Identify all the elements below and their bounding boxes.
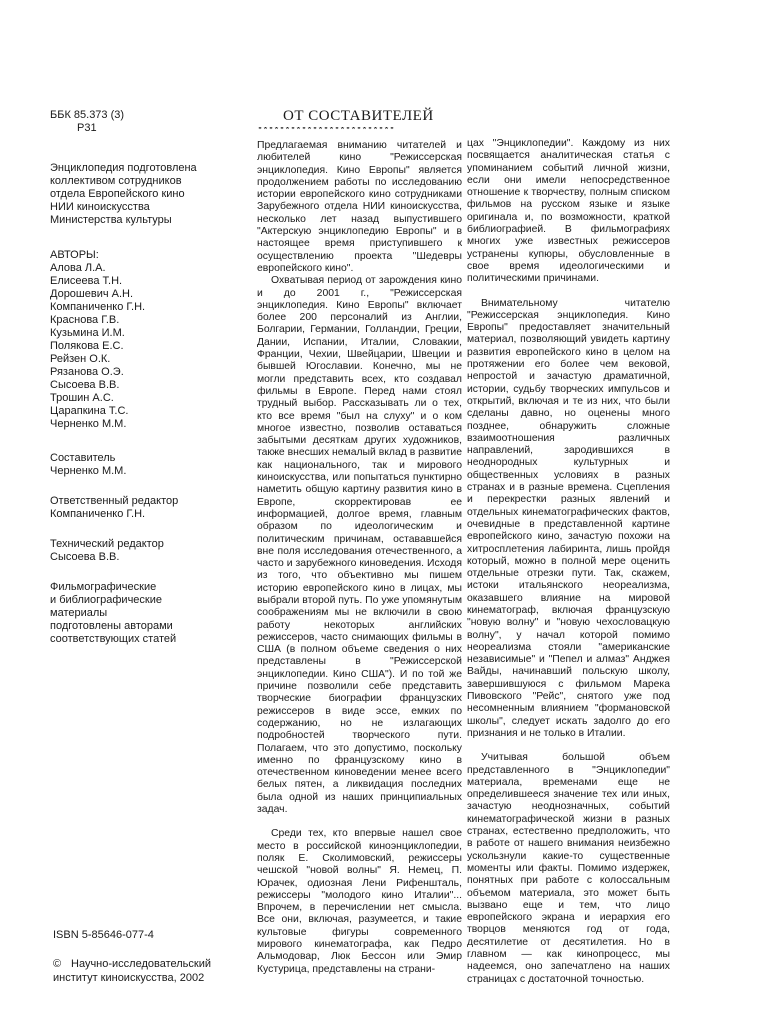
- author-name: Рейзен О.К.: [50, 353, 111, 365]
- filmography-note-line: подготовлены авторами: [50, 620, 173, 632]
- prepared-by: [50, 162, 250, 227]
- tech-editor-credit: [50, 538, 250, 564]
- paragraph: Охватывая период от зарождения кино и до 2001 г., "Режиссерская энциклопедия. Кино Европы" включает более 200 персоналий из Англии, Болгарии, Германии, Голландии, Греции, Дании, Испании, Италии, Словакии, Франции, Чехии, Швейцарии, Швеции и бывшей Югославии. Конечно, мы не могли представить всех, кто создавал фильмы в Европе. Перед нами стоял трудный выбор. Рассказывать ли о тех, кто все время "был на слуху" и о ком многое известно, позволив оставаться забытыми десяткам других художников, также внесших немалый вклад в развитие как национального, так и мирового киноискусства, или попытаться пунктирно наметить общую картину развития кино в Европе, скорректировав ее информацией, долгое время, главным образом по идеологическим и политическим причинам, остававшейся вне поля исследования отечественного, а часто и зарубежного киноведения. Исходя из того, что объективно мы пишем историю европейского кино в лицах, мы выбрали второй путь. По уже упомянутым соображениям мы не включили в свою работу некоторых английских режиссеров, часто снимающих фильмы в США (в полном объеме сведения о них представлены в "Режиссерской энциклопедии. Кино США"). И по той же причине позволили себе представить творческие биографии французских режиссеров в виде эссе, емких по содержанию, но не излагающих подробностей творческого пути. Полагаем, что это допустимо, поскольку именно по французскому кино в отечественном киноведении менее всего белых пятен, а ликвидация последних была одной из наших принципиальных задач.: [257, 275, 462, 816]
- editor-name: Компаниченко Г.Н.: [50, 508, 146, 520]
- author-name: Трошин А.С.: [50, 392, 114, 404]
- prepared-by-line: Энциклопедия подготовлена: [50, 162, 197, 174]
- prepared-by-line: НИИ киноискусства: [50, 201, 150, 213]
- author-name: Дорошевич А.Н.: [50, 288, 134, 300]
- bbk-index: ББК 85.373 (3): [50, 109, 125, 121]
- tech-editor-title: Технический редактор: [50, 538, 164, 550]
- paragraph: Внимательному читателю "Режиссерская энциклопедия. Кино Европы" предоставляет значительный материал, позволяющий увидеть картину развития европейского кино в целом на протяжении его более чем вековой, непростой и зачастую драматичной, истории, судьбу творческих импульсов и открытий, включая и те из них, что были сделаны давно, но оценены много позднее, обнаружить сложные взаимоотношения различных направлений, зародившихся в неоднородных культурных и общественных условиях в разных странах и в разные времена. Сцепления и перекрестки разных явлений и отдельных кинематографических фактов, очевидные в представленной картине европейского кино, зачастую похожи на хитросплетения лабиринта, лишь пройдя который, можно в полной мере оценить отдельные отрезки пути. Так, скажем, истоки итальянского неореализма, оказавшего влияние на мировой кинематограф, включая французскую "новую волну" и "новую чехословацкую волну", у начал которой помимо неореализма стояли "американские независимые" и "Пепел и алмаз" Анджея Вайды, начинавший польскую школу, завершившуюся с фильмом Марека Пивовского "Рейс", снятого уже под несомненным влиянием "формановской школы", следует искать задолго до его признания и не только в Италии.: [467, 297, 670, 739]
- author-name: Черненко М.М.: [50, 418, 127, 430]
- paragraph: Учитывая большой объем представленного в "Энциклопедии" материала, временами еще не определившееся значение тех или иных, зачастую неоднозначных, событий кинематографической жизни в разных странах, естественно предположить, что в работе от нашего внимания неизбежно ускользнули какие-то существенные моменты или факты. Помимо издержек, понятных при работе с колоссальным объемом материала, это может быть вызвано еще и тем, что лицо европейского экрана и иерархия его творцов меняются год от года, десятилетие от десятилетия. Но в главном — как кинопроцесс, мы надеемся, оно запечатлено на наших страницах с достаточной точностью.: [467, 752, 670, 985]
- author-name: Царапкина Т.С.: [50, 405, 129, 417]
- copyright-line: институт киноискусства, 2002: [53, 972, 205, 984]
- page-title: ОТ СОСТАВИТЕЛЕЙ: [283, 108, 434, 124]
- paragraph: Среди тех, кто впервые нашел свое место в российской киноэнциклопедии, поляк Е. Сколимовский, режиссеры чешской "новой волны" Я. Немец, П. Юрачек, одиозная Лени Рифеншталь, режиссеры "молодого кино Италии"... Впрочем, в перечислении нет смысла. Все они, включая, разумеется, и такие культовые фигуры современного мирового кинематографа, как Педро Альмодовар, Люк Бессон или Эмир Кустурица, представлены на страни-: [257, 828, 462, 975]
- authors-heading: АВТОРЫ:: [50, 249, 99, 261]
- author-name: Рязанова О.Э.: [50, 366, 124, 378]
- article-column-1: [257, 140, 462, 976]
- filmography-note-line: и библиографические: [50, 594, 162, 606]
- article-column-2: [467, 138, 670, 986]
- authors-list: [50, 262, 250, 431]
- paragraph: цах "Энциклопедии". Каждому из них посвящается аналитическая статья с упоминанием событий личной жизни, если они имели непосредственное отношение к творчеству, полным списком фильмов на русском языке и языке оригинала и, по возможности, краткой библиографией. В фильмографиях многих уже известных режиссеров устранены купюры, обусловленные в свое время идеологическими и политическими причинами.: [467, 138, 670, 285]
- copyright: [53, 957, 253, 985]
- paragraph: Предлагаемая вниманию читателей и любителей кино "Режиссерская энциклопедия. Кино Европы" является продолжением работы по исследованию истории европейского кино сотрудниками Зарубежного отдела НИИ киноискусства, несколько лет назад выпустившего "Актерскую энциклопедию Европы" и в настоящее время приступившего к осуществлению проекта "Шедевры европейского кино".: [257, 140, 462, 274]
- imprint-column: [50, 109, 250, 646]
- isbn: ISBN 5-85646-077-4: [53, 929, 154, 941]
- author-name: Сысоева В.В.: [50, 379, 120, 391]
- editor-credit: [50, 495, 250, 521]
- bbk-code: Р31: [77, 122, 97, 134]
- author-name: Кузьмина И.М.: [50, 327, 125, 339]
- filmography-note-line: соответствующих статей: [50, 633, 177, 645]
- prepared-by-line: отдела Европейского кино: [50, 188, 185, 200]
- filmography-note-line: Фильмографические: [50, 581, 157, 593]
- prepared-by-line: коллективом сотрудников: [50, 175, 182, 187]
- compiler-credit: [50, 452, 250, 478]
- copyright-symbol: ©: [53, 958, 62, 970]
- filmography-note: [50, 581, 250, 646]
- title-ornament: *************************: [257, 127, 395, 137]
- editor-title: Ответственный редактор: [50, 495, 179, 507]
- compiler-title: Составитель: [50, 452, 116, 464]
- author-name: Компаниченко Г.Н.: [50, 301, 146, 313]
- compiler-name: Черненко М.М.: [50, 465, 127, 477]
- author-name: Елисеева Т.Н.: [50, 275, 123, 287]
- copyright-line: Научно-исследовательский: [71, 958, 212, 970]
- author-name: Полякова Е.С.: [50, 340, 124, 352]
- tech-editor-name: Сысоева В.В.: [50, 551, 120, 563]
- filmography-note-line: материалы: [50, 607, 108, 619]
- author-name: Алова Л.А.: [50, 262, 106, 274]
- prepared-by-line: Министерства культуры: [50, 214, 172, 226]
- author-name: Краснова Г.В.: [50, 314, 120, 326]
